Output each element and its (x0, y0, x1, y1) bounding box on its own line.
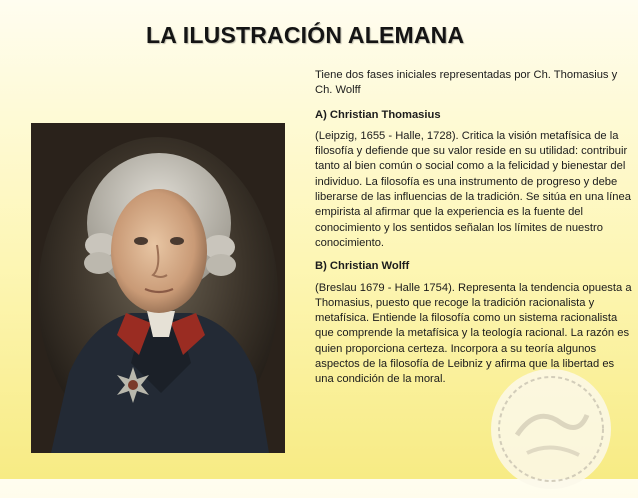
section-a-heading: A) Christian Thomasius (315, 108, 441, 121)
slide-title: LA ILUSTRACIÓN ALEMANA (146, 22, 465, 48)
content-column (315, 68, 633, 396)
section-b-heading: B) Christian Wolff (315, 260, 410, 273)
intro-text: Tiene dos fases iniciales representadas por Ch. Thomasius y Ch. Wolff (315, 69, 618, 97)
section-a-body: (Leipzig, 1655 - Halle, 1728). Critica la visión metafísica de la filosofía y defiende que su valor reside en su utilidad: contribuir tanto al bien común o social como a la felicidad y bienestar del individuo. La filosofía es una instrumento de progreso y debe liberarse de las influencias de la tradición. Se sitúa en una línea empirista al afirmar que la experiencia es la fuente del conocimiento y los sentidos señalan los límites de nuestro conocimiento. (315, 129, 631, 249)
portrait-image (31, 123, 285, 453)
section-b-body: (Breslau 1679 - Halle 1754). Representa la tendencia opuesta a Thomasius, puesto que recoge la tradición racionalista y metafísica. Entiende la filosofía como un sistema racionalista que comprende la metafísica y la teología racional. La razón es quien proporciona certeza. Incorpora a su teoría algunos aspectos de la filosofía de Leibniz y afirma que la libertad es una condición de la moral. (315, 281, 632, 386)
